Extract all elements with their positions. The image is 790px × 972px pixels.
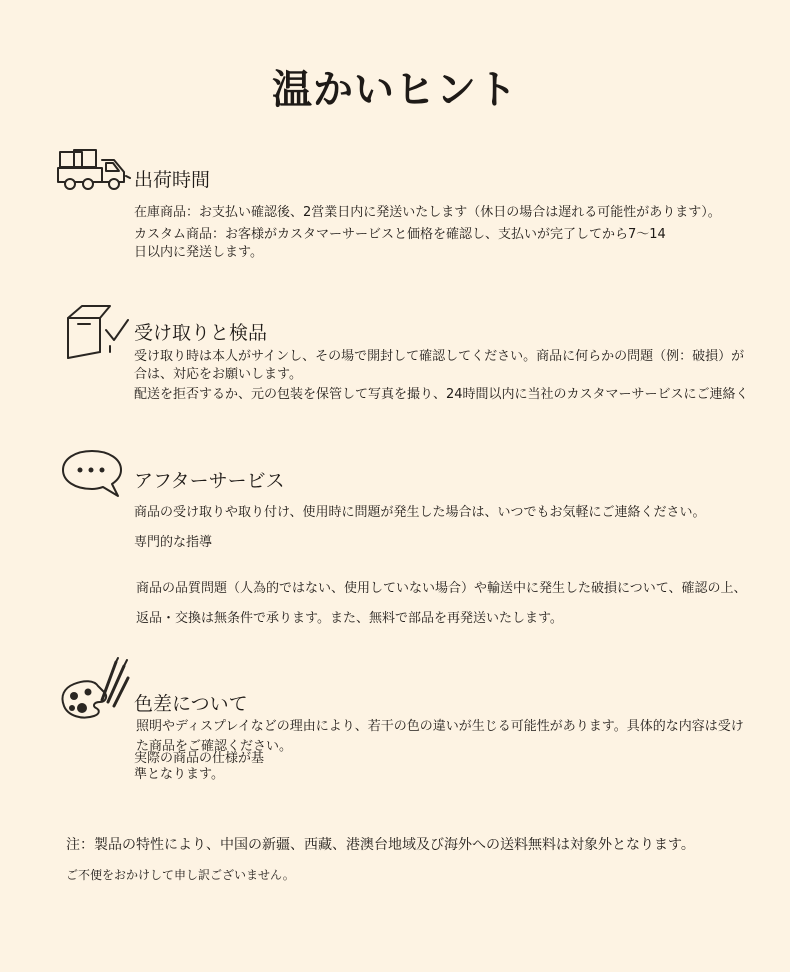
delivery-truck-icon: [54, 148, 132, 194]
footer-note: 注：製品の特性により、中国の新疆、西藏、港澳台地域及び海外への送料無料は対象外となります。: [66, 837, 695, 853]
receiving-text-line-2: 合は、対応をお願いします。: [134, 367, 302, 382]
paint-palette-icon: [58, 656, 134, 726]
after-sales-text-line-1: 商品の受け取りや取り付け、使用時に問題が発生した場合は、いつでもお気軽にご連絡ください。: [134, 505, 706, 520]
section-heading-color-difference: 色差について: [134, 693, 248, 715]
after-sales-text-line-4: 返品・交換は無条件で承ります。また、無料で部品を再発送いたします。: [136, 611, 563, 626]
section-heading-receiving-inspection: 受け取りと検品: [134, 322, 268, 344]
receiving-text-line-1: 受け取り時は本人がサインし、その場で開封して確認してください。商品に何らかの問題（例：破損）が: [134, 349, 745, 364]
receiving-text-line-3: 配送を拒否するか、元の包装を保管して写真を撮り、24時間以内に当社のカスタマーサービスにご連絡く: [134, 387, 749, 402]
package-check-icon: [60, 300, 132, 370]
chat-bubble-icon: [60, 448, 126, 500]
section-heading-shipping-time: 出荷時間: [134, 169, 211, 191]
after-sales-text-line-3: 商品の品質問題（人為的ではない、使用していない場合）や輸送中に発生した破損について、確認の上、: [136, 581, 747, 596]
color-text-line-3: 実際の商品の仕様が基: [134, 751, 265, 766]
color-text-line-1: 照明やディスプレイなどの理由により、若干の色の違いが生じる可能性があります。具体的な内容は受け: [136, 719, 744, 734]
page-title: 温かいヒント: [272, 67, 518, 113]
after-sales-text-line-2: 専門的な指導: [134, 535, 213, 550]
shipping-text-line-2: カスタム商品：お客様がカスタマーサービスと価格を確認し、支払いが完了してから7〜14: [134, 227, 666, 242]
footer-apology: ご不便をおかけして申し訳ございません。: [66, 868, 295, 882]
color-text-line-2: た商品をご確認ください。: [136, 739, 293, 754]
shipping-text-line-3: 日以内に発送します。: [134, 245, 263, 260]
section-heading-after-sales: アフターサービス: [134, 470, 285, 492]
color-text-line-4: 準となります。: [134, 767, 224, 782]
shipping-text-line-1: 在庫商品：お支払い確認後、2営業日内に発送いたします（休日の場合は遅れる可能性があります）。: [134, 205, 721, 220]
